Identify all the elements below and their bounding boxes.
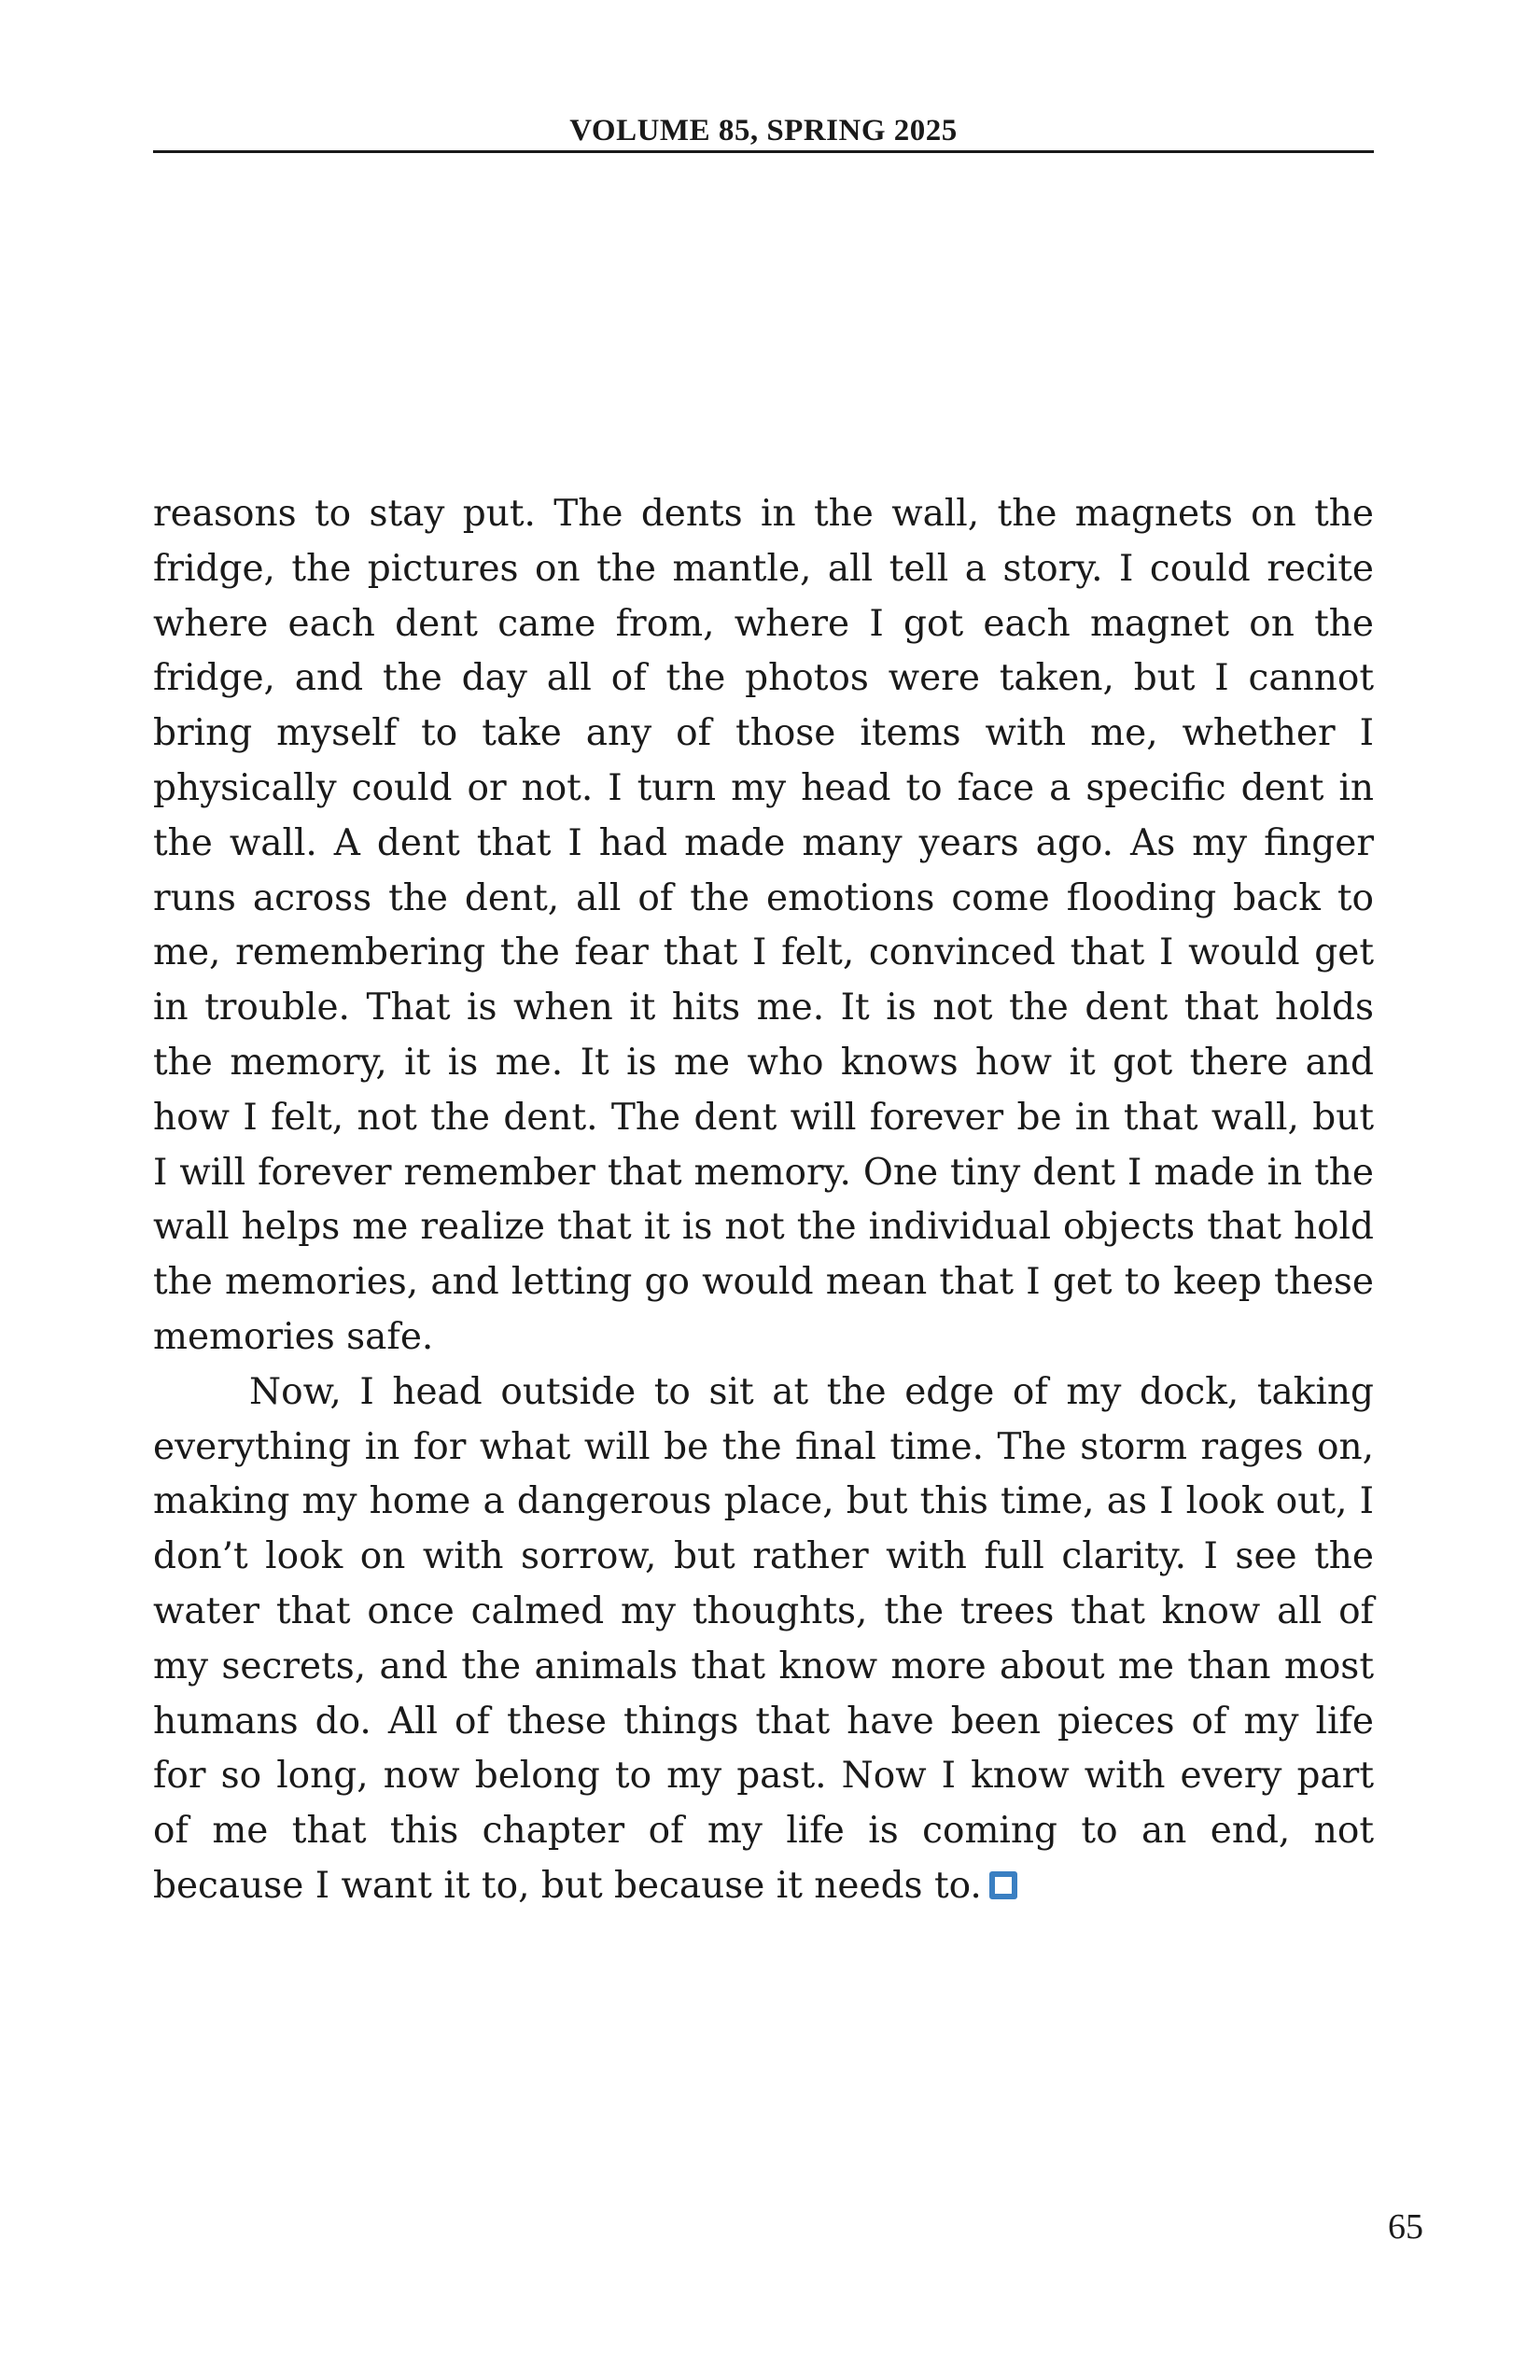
paragraph-text: reasons to stay put. The dents in the wall, the magnets on the fridge, the pictures on the mantle, all tell a story. I could recite where each dent came from, where I got each magnet on the fridge, and the day all of the photos were taken, but I cannot bring myself to take any of those items with me, whether I physically could or not. I turn my head to face a specific dent in the wall. A dent that I had made many years ago. As my finger runs across the dent, all of the emotions come flooding back to me, remembering the fear that I felt, convinced that I would get in trouble. That is when it hits me. It is not the dent that holds the memory, it is me. It is me who knows how it got there and how I felt, not the dent. The dent will forever be in that wall, but I will forever remember that memory. One tiny dent I made in the wall helps me realize that it is not the individual objects that hold the memories, and letting go would mean that I get to keep these memories safe. bbox=[153, 493, 1374, 1358]
paragraph bbox=[153, 487, 1374, 1365]
article-body bbox=[153, 487, 1374, 1914]
running-header: VOLUME 85, SPRING 2025 bbox=[569, 114, 958, 147]
paragraph bbox=[153, 1365, 1374, 1914]
end-mark-icon bbox=[989, 1871, 1017, 1899]
paragraph-text: Now, I head outside to sit at the edge of my dock, taking everything in for what will be the final time. The storm rages on, making my home a dangerous place, but this time, as I look out, I don’t look on with sorrow, but rather with full clarity. I see the water that once calmed my thoughts, the trees that know all of my secrets, and the animals that know more about me than most humans do. All of these things that have been pieces of my life for so long, now belong to my past. Now I know with every part of me that this chapter of my life is coming to an end, not because I want it to, but because it needs to. bbox=[153, 1370, 1374, 1907]
page-number: 65 bbox=[1388, 2207, 1423, 2247]
header-rule bbox=[153, 150, 1374, 153]
